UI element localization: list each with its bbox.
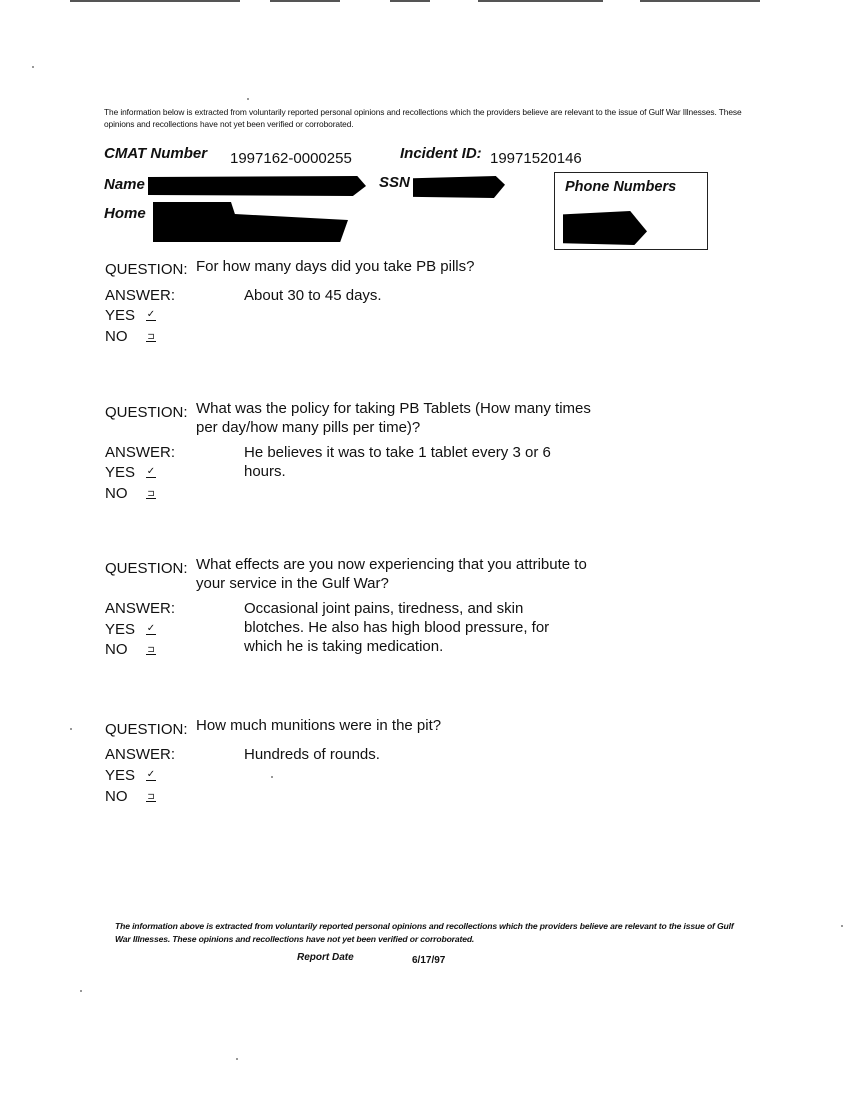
- question-label: QUESTION:: [105, 721, 188, 738]
- answer-label: ANSWER:: [105, 287, 176, 304]
- scan-line: [270, 0, 340, 2]
- no-checkbox[interactable]: [146, 791, 156, 802]
- scan-speck: [32, 66, 34, 68]
- no-checkbox[interactable]: [146, 488, 156, 499]
- yes-checkbox[interactable]: [146, 624, 156, 635]
- yes-label: YES: [105, 621, 136, 638]
- yes-checkbox[interactable]: [146, 467, 156, 478]
- no-label: NO: [105, 485, 128, 502]
- question-label: QUESTION:: [105, 404, 188, 421]
- scan-speck: [841, 925, 843, 927]
- phone-redaction: [563, 211, 647, 245]
- answer-text: About 30 to 45 days.: [244, 287, 382, 304]
- scan-speck: [236, 1058, 238, 1060]
- report-date-label: Report Date: [297, 952, 354, 963]
- no-label: NO: [105, 328, 128, 345]
- scan-speck: [80, 990, 82, 992]
- scan-line: [478, 0, 603, 2]
- cmat-number-label: CMAT Number: [104, 145, 208, 162]
- question-text: What was the policy for taking PB Tablets (How many times per day/how many pills per time)?: [196, 400, 591, 436]
- scan-speck: [70, 728, 72, 730]
- answer-text: Occasional joint pains, tiredness, and skin blotches. He also has high blood pressure, for which he is taking medication.: [244, 600, 550, 655]
- name-label: Name: [104, 176, 145, 193]
- answer-label: ANSWER:: [105, 444, 176, 461]
- ssn-label: SSN: [379, 174, 410, 191]
- disclaimer-top: The information below is extracted from voluntarily reported personal opinions and recollections which the providers believe are relevant to the issue of Gulf War Illnesses. These opinions and recollections have not yet been verified or corroborated.: [104, 107, 742, 129]
- no-label: NO: [105, 788, 128, 805]
- question-label: QUESTION:: [105, 560, 188, 577]
- question-label: QUESTION:: [105, 261, 188, 278]
- scan-line: [640, 0, 760, 2]
- yes-label: YES: [105, 464, 136, 481]
- cmat-number-value: 1997162-0000255: [230, 150, 352, 167]
- answer-label: ANSWER:: [105, 600, 176, 617]
- no-checkbox[interactable]: [146, 644, 156, 655]
- answer-text: He believes it was to take 1 tablet every 3 or 6 hours.: [244, 444, 551, 480]
- no-label: NO: [105, 641, 128, 658]
- scan-line: [390, 0, 430, 2]
- question-text: What effects are you now experiencing that you attribute to your service in the Gulf War?: [196, 556, 587, 592]
- question-text: For how many days did you take PB pills?: [196, 258, 475, 275]
- incident-id-value: 19971520146: [490, 150, 582, 167]
- no-checkbox[interactable]: [146, 331, 156, 342]
- ssn-redaction: [413, 176, 505, 198]
- yes-checkbox[interactable]: [146, 310, 156, 321]
- phone-numbers-label: Phone Numbers: [565, 179, 677, 195]
- yes-label: YES: [105, 767, 136, 784]
- yes-checkbox[interactable]: [146, 770, 156, 781]
- scan-speck: [247, 98, 249, 100]
- scan-speck: [271, 776, 273, 778]
- question-text: How much munitions were in the pit?: [196, 717, 442, 734]
- scan-line: [70, 0, 240, 2]
- answer-text: Hundreds of rounds.: [244, 746, 380, 763]
- name-redaction: [148, 176, 366, 196]
- home-redaction: [153, 202, 348, 242]
- phone-numbers-box: [554, 172, 708, 250]
- answer-label: ANSWER:: [105, 746, 176, 763]
- disclaimer-bottom: The information above is extracted from voluntarily reported personal opinions and recollections which the providers believe are relevant to the issue of Gulf War Illnesses. These opinions and recollections have not yet been verified or corroborated.: [115, 921, 734, 944]
- yes-label: YES: [105, 307, 136, 324]
- report-date-value: 6/17/97: [412, 955, 446, 966]
- home-label: Home: [104, 205, 146, 222]
- incident-id-label: Incident ID:: [400, 145, 482, 162]
